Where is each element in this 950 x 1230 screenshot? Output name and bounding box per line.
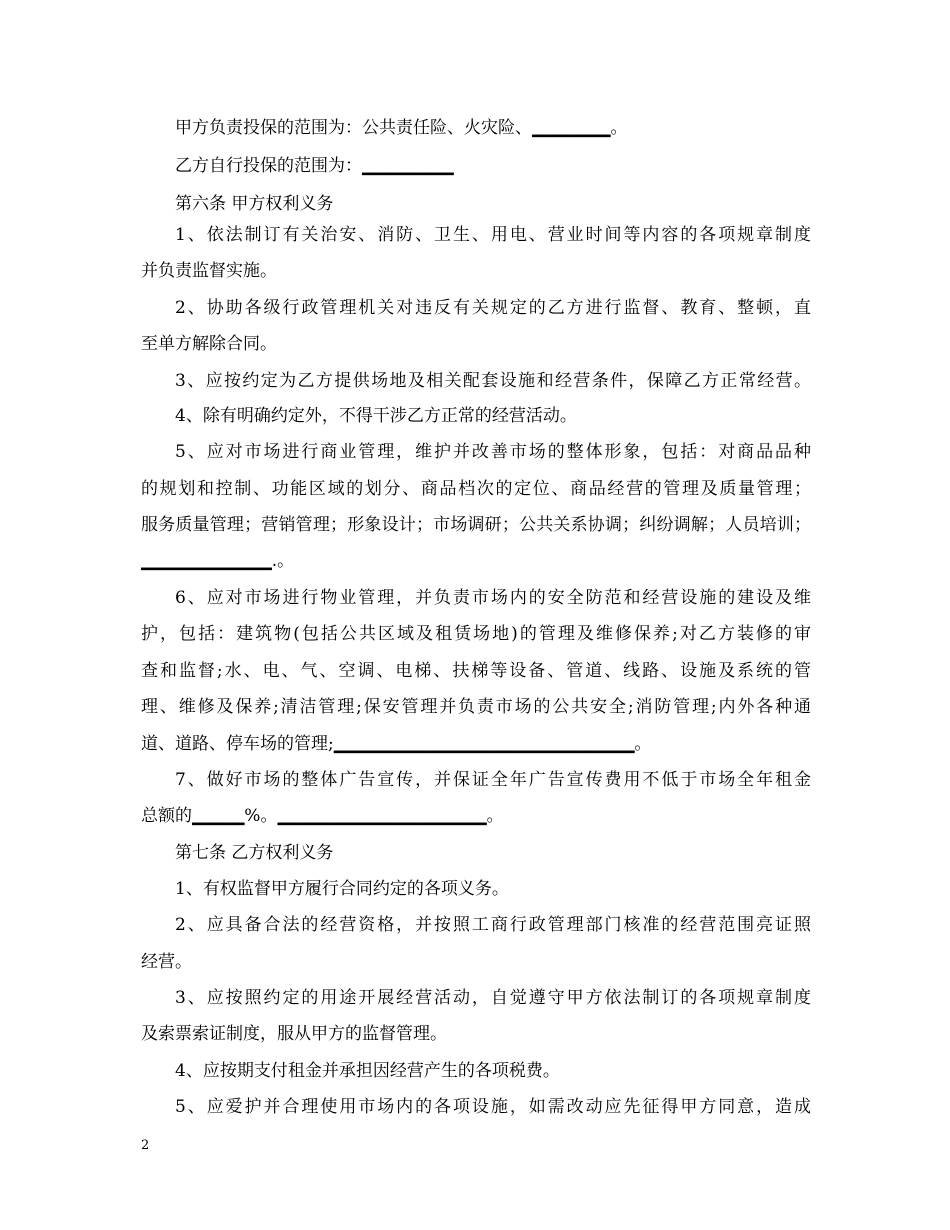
paragraph-line: 的规划和控制、功能区域的划分、商品档次的定位、商品经营的管理及质量管理；: [141, 479, 811, 499]
paragraph-line: 2、应具备合法的经营资格，并按照工商行政管理部门核准的经营范围亮证照: [175, 915, 811, 935]
paragraph-line: 1、依法制订有关治安、消防、卫生、用电、营业时间等内容的各项规章制度: [175, 225, 811, 245]
article-7-heading: 第七条 乙方权利义务: [175, 843, 334, 863]
paragraph-line: ▁▁▁▁▁▁▁▁▁▁.。: [141, 551, 295, 571]
paragraph-line: 6、应对市场进行物业管理，并负责市场内的安全防范和经营设施的建设及维: [175, 588, 811, 608]
paragraph-line: 4、除有明确约定外，不得干涉乙方正常的经营活动。: [175, 406, 577, 426]
paragraph-line: 查和监督;水、电、气、空调、电梯、扶梯等设备、管道、线路、设施及系统的管: [141, 661, 811, 681]
paragraph-line: 经营。: [141, 952, 192, 972]
article-6-heading: 第六条 甲方权利义务: [175, 194, 334, 214]
paragraph-line: 5、应爱护并合理使用市场内的各项设施，如需改动应先征得甲方同意，造成: [175, 1097, 811, 1117]
paragraph-line: 总额的▁▁▁▁%。▁▁▁▁▁▁▁▁▁▁▁▁▁▁▁▁。: [141, 806, 504, 826]
paragraph-line: 及索票索证制度，服从甲方的监督管理。: [141, 1024, 447, 1044]
paragraph-line: 5、应对市场进行商业管理，维护并改善市场的整体形象，包括：对商品品种: [175, 442, 811, 462]
paragraph-line: 4、应按期支付租金并承担因经营产生的各项税费。: [175, 1061, 560, 1081]
paragraph-line: 服务质量管理；营销管理；形象设计；市场调研；公共关系协调；纠纷调解；人员培训；: [141, 515, 811, 535]
insurance-scope-party-a: 甲方负责投保的范围为：公共责任险、火灾险、▁▁▁▁▁▁。: [175, 118, 628, 138]
insurance-scope-party-b: 乙方自行投保的范围为：▁▁▁▁▁▁▁: [175, 156, 454, 176]
paragraph-line: 理、维修及保养;清洁管理;保安管理并负责市场的公共安全;消防管理;内外各种通: [141, 697, 811, 717]
paragraph-line: 至单方解除合同。: [141, 334, 277, 354]
paragraph-line: 并负责监督实施。: [141, 261, 277, 281]
paragraph-line: 7、做好市场的整体广告宣传，并保证全年广告宣传费用不低于市场全年租金: [175, 770, 811, 790]
paragraph-line: 2、协助各级行政管理机关对违反有关规定的乙方进行监督、教育、整顿，直: [175, 298, 811, 318]
paragraph-line: 1、有权监督甲方履行合同约定的各项义务。: [175, 879, 509, 899]
paragraph-line: 道、道路、停车场的管理;▁▁▁▁▁▁▁▁▁▁▁▁▁▁▁▁▁▁▁▁▁▁▁。: [141, 734, 652, 754]
paragraph-line: 3、应按约定为乙方提供场地及相关配套设施和经营条件，保障乙方正常经营。: [175, 371, 811, 391]
paragraph-line: 护，包括：建筑物(包括公共区域及租赁场地)的管理及维修保养;对乙方装修的审: [141, 624, 811, 644]
page-number: 2: [141, 1138, 150, 1153]
paragraph-line: 3、应按照约定的用途开展经营活动，自觉遵守甲方依法制订的各项规章制度: [175, 988, 811, 1008]
